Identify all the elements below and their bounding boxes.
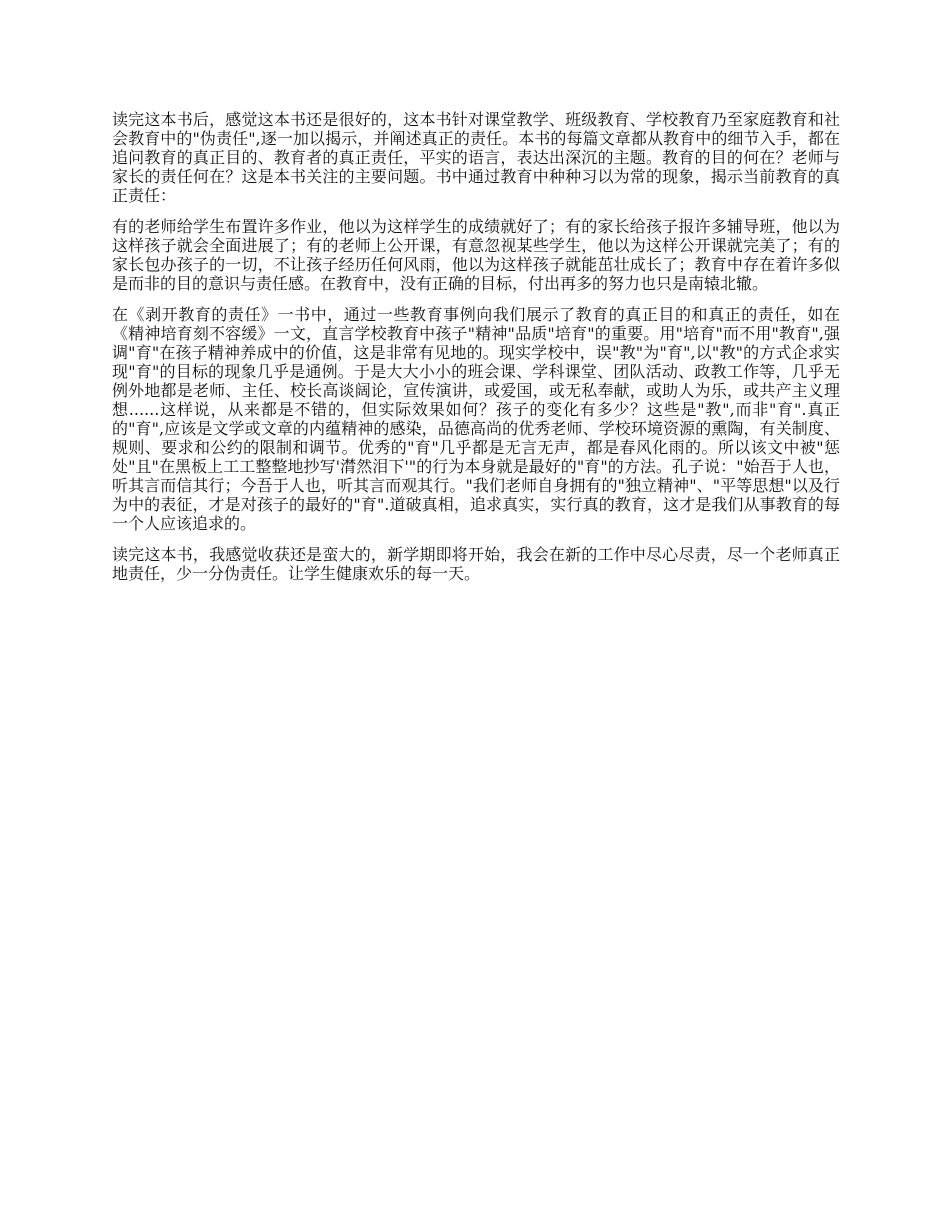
document-page: [112, 110, 840, 595]
paragraph-examples: 有的老师给学生布置许多作业，他以为这样学生的成绩就好了；有的家长给孩子报许多辅导班，他以为这样孩子就会全面进展了；有的老师上公开课，有意忽视某些学生，他以为这样公开课就完美了；有的家长包办孩子的一切，不让孩子经历任何风雨，他以为这样孩子就能茁壮成长了；教育中存在着许多似是而非的目的意识与责任感。在教育中，没有正确的目标，付出再多的努力也只是南辕北辙。: [112, 217, 840, 293]
paragraph-conclusion: 读完这本书，我感觉收获还是蛮大的，新学期即将开始，我会在新的工作中尽心尽责，尽一个老师真正地责任，少一分伪责任。让学生健康欢乐的每一天。: [112, 545, 840, 583]
paragraph-intro: 读完这本书后，感觉这本书还是很好的，这本书针对课堂教学、班级教育、学校教育乃至家庭教育和社会教育中的"伪责任",逐一加以揭示，并阐述真正的责任。本书的每篇文章都从教育中的细节入手，都在追问教育的真正目的、教育者的真正责任，平实的语言，表达出深沉的主题。教育的目的何在？老师与家长的责任何在？这是本书关注的主要问题。书中通过教育中种种习以为常的现象，揭示当前教育的真正责任：: [112, 110, 840, 205]
paragraph-book-discussion: 在《剥开教育的责任》一书中，通过一些教育事例向我们展示了教育的真正目的和真正的责任，如在《精神培育刻不容缓》一文，直言学校教育中孩子"精神"品质"培育"的重要。用"培育"而不用"教育",强调"育"在孩子精神养成中的价值，这是非常有见地的。现实学校中，误"教"为"育",以"教"的方式企求实现"育"的目标的现象几乎是通例。于是大大小小的班会课、学科课堂、团队活动、政教工作等，几乎无例外地都是老师、主任、校长高谈阔论，宣传演讲，或爱国，或无私奉献，或助人为乐，或共产主义理想......这样说，从来都是不错的，但实际效果如何？孩子的变化有多少？这些是"教",而非"育".真正的"育",应该是文学或文章的内蕴精神的感染，品德高尚的优秀老师、学校环境资源的熏陶，有关制度、规则、要求和公约的限制和调节。优秀的"育"几乎都是无言无声，都是春风化雨的。所以该文中被"惩处"且"在黑板上工工整整地抄写'潸然泪下'"的行为本身就是最好的"育"的方法。孔子说："始吾于人也，听其言而信其行；今吾于人也，听其言而观其行。"我们老师自身拥有的"独立精神"、"平等思想"以及行为中的表征，才是对孩子的最好的"育".道破真相，追求真实，实行真的教育，这才是我们从事教育的每一个人应该追求的。: [112, 305, 840, 533]
